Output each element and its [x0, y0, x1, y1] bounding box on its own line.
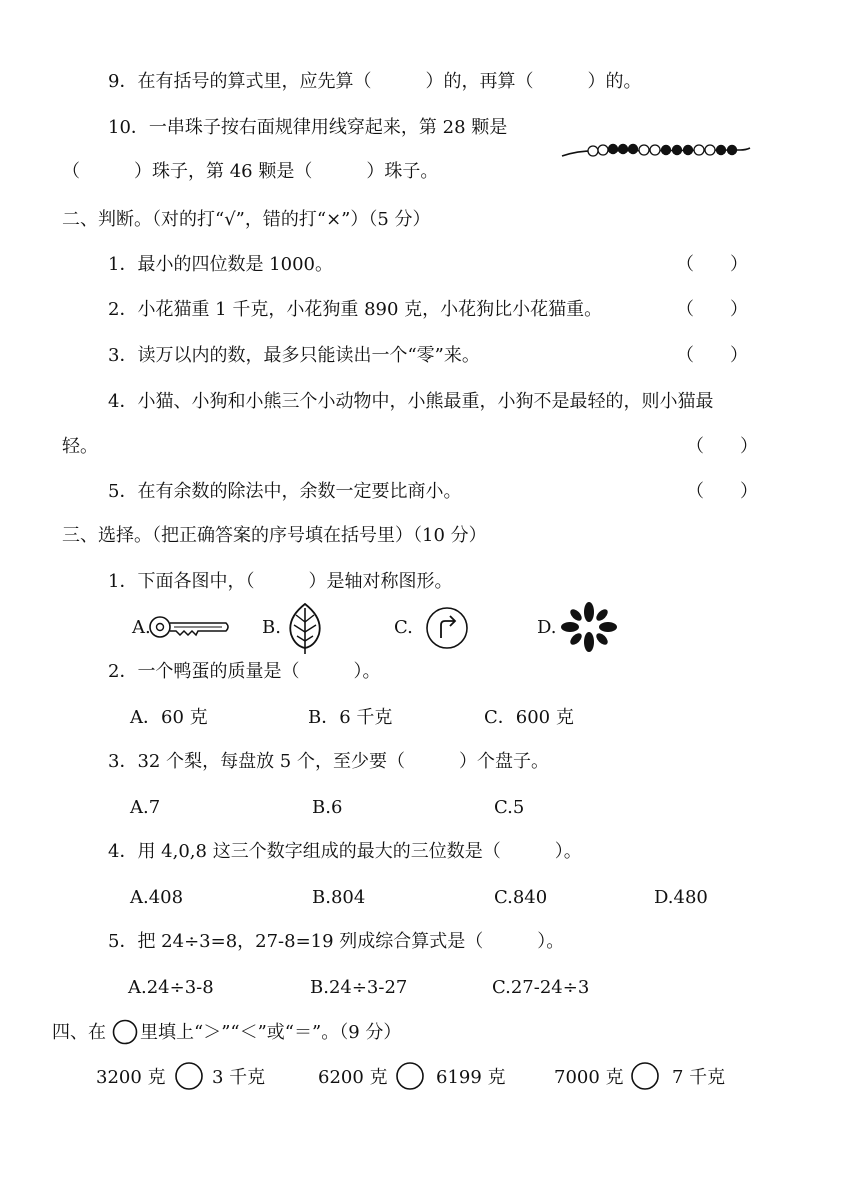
question-10-line1: 10．一串珠子按右面规律用线穿起来，第 28 颗是 — [108, 117, 508, 138]
choice-q1-option-c: C. — [394, 617, 413, 638]
choice-q3: 3．32 个梨，每盘放 5 个，至少要（ ）个盘子。 — [108, 751, 549, 772]
judge-item-2: 2．小花猫重 1 千克，小花狗重 890 克，小花狗比小花猫重。 — [108, 299, 603, 320]
section-3-heading: 三、选择。（把正确答案的序号填在括号里）（10 分） — [62, 525, 487, 546]
leaf-icon — [283, 600, 327, 654]
choice-q2: 2．一个鸭蛋的质量是（ ）。 — [108, 661, 381, 682]
judge-item-5: 5．在有余数的除法中，余数一定要比商小。 — [108, 481, 462, 502]
flower-icon — [560, 601, 618, 653]
compare-3-left: 7000 克 — [554, 1067, 624, 1088]
compare-3-circle[interactable] — [630, 1061, 660, 1091]
key-icon — [148, 610, 232, 644]
compare-circle-icon — [112, 1019, 138, 1045]
choice-q4-option-d: D.480 — [654, 887, 708, 908]
section-4-heading-part1: 四、在 — [52, 1022, 106, 1043]
compare-1-circle[interactable] — [174, 1061, 204, 1091]
choice-q5: 5．把 24÷3=8，27-8=19 列成综合算式是（ ）。 — [108, 931, 565, 952]
choice-q5-option-b: B.24÷3-27 — [310, 977, 408, 998]
choice-q3-option-a: A.7 — [130, 797, 161, 818]
choice-q4-option-c: C.840 — [494, 887, 548, 908]
compare-2-circle[interactable] — [395, 1061, 425, 1091]
choice-q1-option-b: B. — [262, 617, 281, 638]
choice-q2-option-a: A．60 克 — [130, 707, 208, 728]
section-4-heading-part2: 里填上“＞”“＜”或“＝”。（9 分） — [140, 1022, 402, 1043]
choice-q3-option-b: B.6 — [312, 797, 343, 818]
compare-3-right: 7 千克 — [672, 1067, 726, 1088]
judge-item-1: 1．最小的四位数是 1000。 — [108, 254, 333, 275]
judge-answer-5[interactable]: （ ） — [686, 481, 758, 502]
choice-q3-option-c: C.5 — [494, 797, 525, 818]
compare-1-right: 3 千克 — [212, 1067, 266, 1088]
choice-q5-option-c: C.27-24÷3 — [492, 977, 590, 998]
judge-answer-4[interactable]: （ ） — [686, 436, 758, 457]
judge-answer-1[interactable]: （ ） — [676, 254, 748, 275]
judge-item-4-line2: 轻。 — [62, 436, 98, 457]
question-9: 9．在有括号的算式里，应先算（ ）的，再算（ ）的。 — [108, 71, 642, 92]
choice-q4-option-a: A.408 — [130, 887, 184, 908]
judge-item-4-line1: 4．小猫、小狗和小熊三个小动物中，小熊最重，小狗不是最轻的，则小猫最 — [108, 391, 714, 412]
choice-q1-option-a: A. — [132, 617, 151, 638]
compare-1-left: 3200 克 — [96, 1067, 166, 1088]
choice-q4: 4．用 4,0,8 这三个数字组成的最大的三位数是（ ）。 — [108, 841, 582, 862]
compare-2-right: 6199 克 — [436, 1067, 506, 1088]
choice-q5-option-a: A.24÷3-8 — [128, 977, 214, 998]
choice-q1: 1．下面各图中，（ ）是轴对称图形。 — [108, 571, 453, 592]
section-2-heading: 二、判断。（对的打“√”，错的打“×”）（5 分） — [62, 209, 431, 230]
question-10-line2: （ ）珠子，第 46 颗是（ ）珠子。 — [62, 161, 439, 182]
compare-2-left: 6200 克 — [318, 1067, 388, 1088]
judge-answer-3[interactable]: （ ） — [676, 345, 748, 366]
judge-item-3: 3．读万以内的数，最多只能读出一个“零”来。 — [108, 345, 480, 366]
choice-q2-option-b: B．6 千克 — [308, 707, 393, 728]
choice-q1-option-d: D. — [537, 617, 557, 638]
bead-string-icon — [560, 138, 752, 164]
judge-answer-2[interactable]: （ ） — [676, 299, 748, 320]
turn-arrow-icon — [424, 605, 470, 651]
choice-q4-option-b: B.804 — [312, 887, 366, 908]
choice-q2-option-c: C．600 克 — [484, 707, 574, 728]
